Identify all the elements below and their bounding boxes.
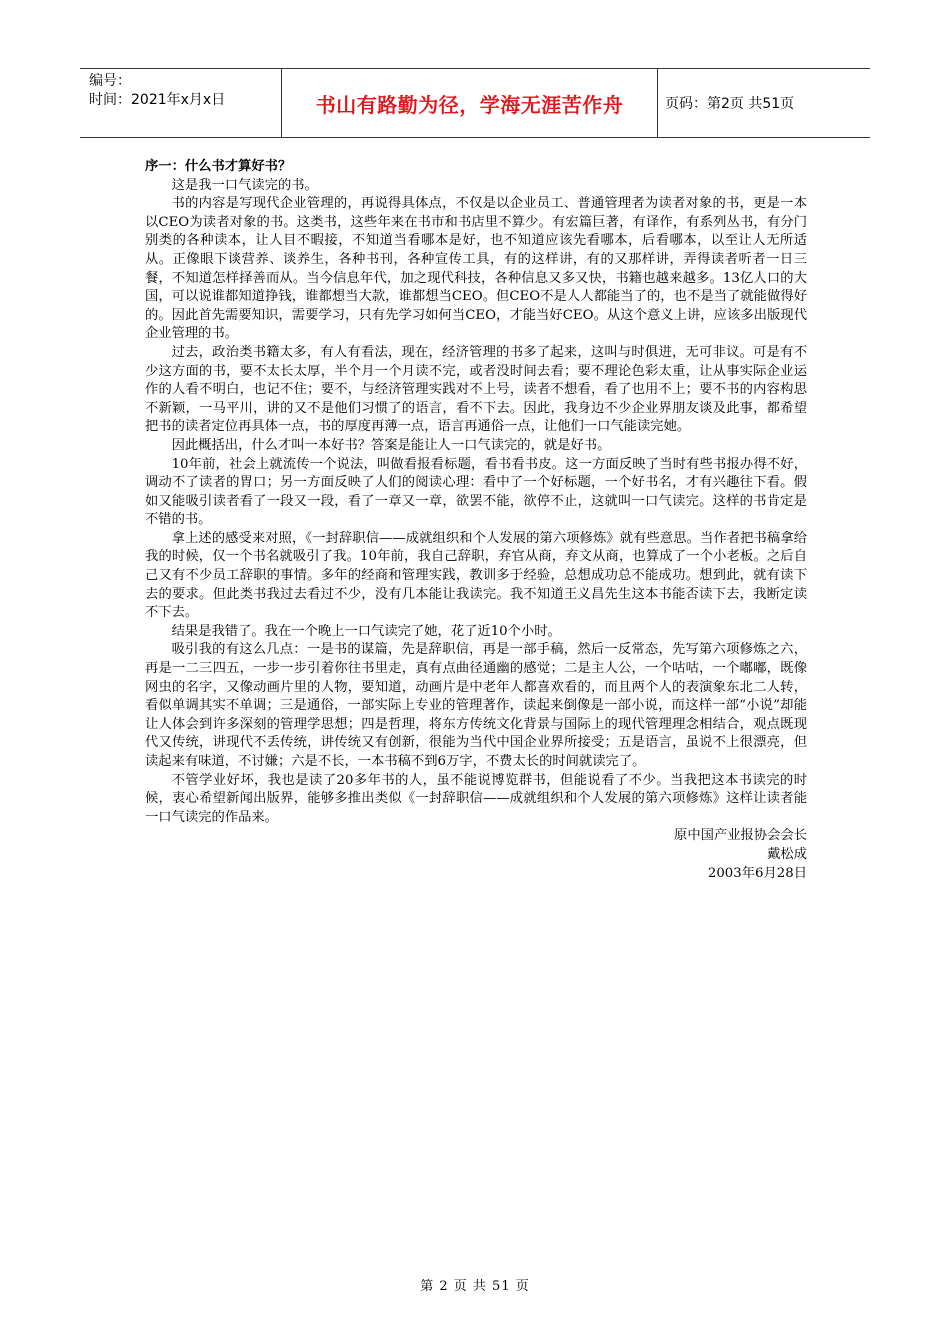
- paragraph: 吸引我的有这么几点：一是书的谋篇，先是辞职信，再是一部手稿，然后一反常态，先写第六项修炼之六，再是一二三四五，一步一步引着你往书里走，真有点曲径通幽的感觉；二是主人公，一个咕咕，一个嘟嘟，既像网虫的名字，又像动画片里的人物，要知道，动画片是中老年人都喜欢看的，而且两个人的表演象东北二人转，看似单调其实不单调；三是通俗，一部实际上专业的管理著作，读起来倒像是一部小说，而这样一部“小说”却能让人体会到许多深刻的管理学思想；四是哲理，将东方传统文化背景与国际上的现代管理理念相结合，观点既现代又传统，讲现代不丢传统，讲传统又有创新，很能为当代中国企业界所接受；五是语言，虽说不上很漂亮，但读起来有味道，不讨嫌；六是不长，一本书稿不到6万字，不费太长的时间就读完了。: [145, 642, 807, 769]
- page-info: 页码：第2页 共51页: [665, 96, 795, 112]
- time-label: 时间：2021年x月x日: [89, 92, 226, 108]
- paragraph: 过去，政治类书籍太多，有人有看法，现在，经济管理的书多了起来，这叫与时俱进，无可非议。可是有不少这方面的书，要不太长太厚，半个月一个月读不完，或者没时间去看；要不理论色彩太重，让从事实际企业运作的人看不明白，也记不住；要不，与经济管理实践对不上号，读者不想看，看了也用不上；要不书的内容构思不新颖，一马平川，讲的又不是他们习惯了的语言，看不下去。因此，我身边不少企业界朋友谈及此事，都希望把书的读者定位再具体一点，书的厚度再薄一点，语言再通俗一点，让他们一口气能读完她。: [145, 344, 807, 435]
- header-motto-cell: [282, 69, 658, 137]
- paragraph: 结果是我错了。我在一个晚上一口气读完了她，花了近10个小时。: [171, 623, 561, 639]
- article-title: 序一：什么书才算好书？: [145, 159, 292, 174]
- page-header: [80, 68, 870, 138]
- paragraph: 书的内容是写现代企业管理的，再说得具体点，不仅是以企业员工、普通管理者为读者对象的书，更是一本以CEO为读者对象的书。这类书，这些年来在书市和书店里不算少。有宏篇巨著，有译作，有系列丛书，有分门别类的各种读本，让人目不暇接，不知道当看哪本是好，也不知道应该先看哪本，后看哪本，以至让人无所适从。正像眼下谈营养、谈养生，各种书刊，各种宣传工具，有的这样讲，有的又那样讲，弄得读者听者一日三餐，不知道怎样择善而从。当今信息年代，加之现代科技，各种信息又多又快，书籍也越来越多。13亿人口的大国，可以说谁都知道挣钱，谁都想当大款，谁都想当CEO。但CEO不是人人都能当了的，也不是当了就能做得好的。因此首先需要知识，需要学习，只有先学习如何当CEO，才能当好CEO。从这个意义上讲，应该多出版现代企业管理的书。: [145, 196, 807, 342]
- header-meta: [80, 69, 282, 137]
- page-footer: 第 2 页 共 51 页: [420, 1279, 530, 1294]
- paragraph: 拿上述的感受来对照，《一封辞职信——成就组织和个人发展的第六项修炼》就有些意思。当作者把书稿拿给我的时候，仅一个书名就吸引了我。10年前，我自己辞职，弃官从商，弃文从商，也算成了一个小老板。之后自己又有不少员工辞职的事情。多年的经商和管理实践，教训多于经验，总想成功总不能成功。想到此，就有读下去的要求。但此类书我过去看过不少，没有几本能让我读完。我不知道王义昌先生这本书能否读下去，我断定读不下去。: [145, 530, 807, 621]
- article-body: [145, 158, 807, 883]
- paragraph: 这是我一口气读完的书。: [171, 177, 318, 193]
- number-label: 编号：: [89, 73, 131, 89]
- header-page-cell: [658, 69, 870, 137]
- paragraph: 不管学业好坏，我也是读了20多年书的人，虽不能说博览群书，但能说看了不少。当我把这本书读完的时候，衷心希望新闻出版界，能够多推出类似《一封辞职信——成就组织和个人发展的第六项修炼》这样让读者能一口气读完的作品来。: [145, 772, 807, 825]
- signature-date: 2003年6月28日: [707, 865, 807, 881]
- signature-name: 戴松成: [767, 846, 807, 862]
- motto: 书山有路勤为径，学海无涯苦作舟: [315, 92, 624, 117]
- paragraph: 因此概括出，什么才叫一本好书？答案是能让人一口气读完的，就是好书。: [171, 437, 611, 453]
- paragraph: 10年前，社会上就流传一个说法，叫做看报看标题，看书看书皮。这一方面反映了当时有些书报办得不好，调动不了读者的胃口；另一方面反映了人们的阅读心理：看中了一个好标题，一个好书名，才有兴趣往下看。假如又能吸引读者看了一段又一段，看了一章又一章，欲罢不能，欲停不止，这就叫一口气读完。这样的书肯定是不错的书。: [145, 456, 807, 528]
- signature-org: 原中国产业报协会会长: [674, 828, 807, 844]
